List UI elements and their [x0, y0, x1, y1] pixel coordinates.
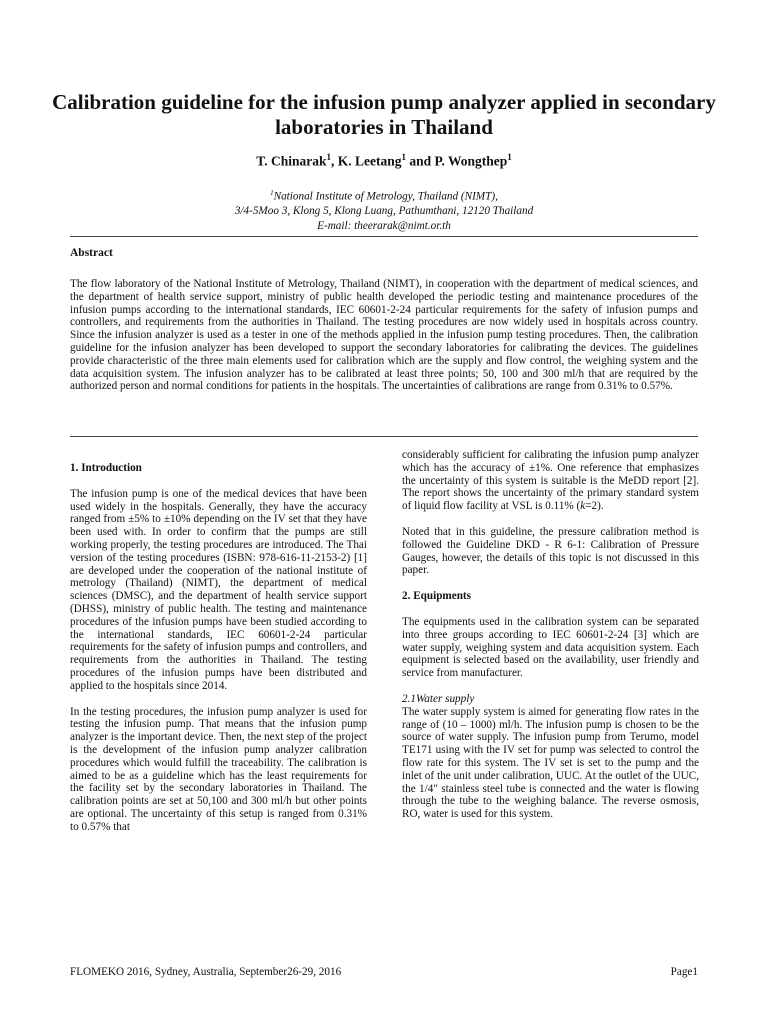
- author-separator: ,: [330, 153, 338, 169]
- paragraph: The equipments used in the calibration system can be separated into three groups according to IEC 60601-2-24 [3] which are water supply, weighing system and data acquisition system. Each equipment is selected based on the availability, user friendly and service from manufacturer.: [402, 615, 699, 680]
- section-heading: 2. Equipments: [402, 590, 472, 603]
- author-name: P. Wongthep: [434, 153, 508, 169]
- author-name: K. Leetang: [337, 153, 402, 169]
- paragraph: In the testing procedures, the infusion pump analyzer is used for testing the infusion pump. That means that the infusion pump analyzer is the important device. Then, the next step of the project is the development of the infusion pump analyzer calibration procedures which would fulfill the traceability. The calibration is aimed to be as a guideline which has the least requirements for the facility set by the secondary laboratories in Thailand. The calibration points are set at 50,100 and 300 ml/h but other points are optional. The uncertainty of this setup is ranged from 0.31% to 0.57% that: [70, 705, 367, 833]
- paragraph: The water supply system is aimed for generating flow rates in the range of (10 – 1000) ml/h. The infusion pump is chosen to be the source of water supply. The infusion pump from Terumo, model TE171 using with the IV set for pump was selected to control the flow rate for this system. The IV set is set to the pump and the inlet of the unit under calibration, UUC. At the outlet of the UUC, the 1/4" stainless steel tube is connected and the water is flowing through the tube to the weighing balance. The reverse osmosis, RO, water is used for this system.: [402, 705, 699, 821]
- paragraph-text: =2).: [585, 500, 604, 513]
- affiliation-mark: 1: [401, 152, 406, 162]
- author-separator: and: [405, 153, 435, 169]
- abstract-heading: Abstract: [70, 247, 113, 259]
- footer-page-number: Page1: [670, 966, 698, 978]
- paragraph: [402, 449, 699, 513]
- affiliation-mark: 1: [326, 152, 331, 162]
- section-heading: 1. Introduction: [70, 462, 142, 474]
- abstract-divider: [70, 436, 698, 437]
- paragraph: The infusion pump is one of the medical devices that have been used widely in the hospitals. Generally, they have the accuracy ranged from ±5% to ±10% depending on the IV set that they have been used with. In order to confirm that the pumps are still working properly, the testing procedures are introduced. The Thai version of the testing procedures (ISBN: 978-616-11-2153-2) [1] are developed under the cooperation of the national institute of metrology (Thailand) (NIMT), the department of medical sciences (DMSC), and the department of health service support (DHSS), ministry of public health. The testing and maintenance procedures of the infusion pumps have been studied according to the international standards, IEC 60601-2-24 particular requirements for the safety of infusion pumps and controllers, and requirements from the authorities in Thailand. The testing procedures of the infusion pumps have been distributed and applied to the hospitals since 2014.: [70, 487, 367, 692]
- author-list: [40, 152, 728, 170]
- abstract-text: The flow laboratory of the National Institute of Metrology, Thailand (NIMT), in cooperation with the department of medical sciences, and the department of health service support, ministry of public health developed the periodic testing and maintenance procedures of the infusion pumps according to the international standards, IEC 60601-2-24 particular requirements for the safety of infusion pumps and controllers, and requirements from the authorities in Thailand. The testing procedures are now widely used in hospitals across country. Since the infusion analyzer is used as a tester in one of the methods applied in the infusion pump testing procedures. Then, the calibration guideline for the infusion analyzer has been developed to support the secondary laboratories for calibrating the devices. The guidelines provide characteristic of the three main elements used for calibration which are the supply and flow control, the weighing system and the data acquisition system. The infusion analyzer has to be calibrated at least three points; 50, 100 and 300 ml/h that are required by the authorized person and normal conditions for patients in the hospitals. The uncertainties of calibrations are range from 0.31% to 0.57%.: [70, 278, 698, 393]
- affiliation-email: E-mail: theerarak@nimt.or.th: [317, 219, 451, 232]
- affiliation-address: 3/4-5Moo 3, Klong 5, Klong Luang, Pathumthani, 12120 Thailand: [234, 205, 534, 218]
- left-column: [70, 462, 367, 847]
- footer-conference: FLOMEKO 2016, Sydney, Australia, September26-29, 2016: [70, 966, 342, 978]
- author-name: T. Chinarak: [256, 153, 327, 169]
- affiliation-institute: National Institute of Metrology, Thailand (NIMT),: [273, 190, 498, 203]
- coverage-factor-symbol: k: [580, 500, 586, 513]
- paragraph-text: considerably sufficient for calibrating the infusion pump analyzer which has the accuracy of ±1%. One reference that emphasizes the uncertainty of this system is suitable is the MeDD report [2]. The report shows the uncertainty of the primary standard system of liquid flow facility at VSL is 0.11% (: [402, 449, 699, 513]
- paper-title: Calibration guideline for the infusion pump analyzer applied in secondary laboratories in Thailand: [52, 90, 716, 139]
- paragraph: Noted that in this guideline, the pressure calibration method is followed the Guideline DKD - R 6-1: Calibration of Pressure Gauges, however, the details of this topic is not discussed in this paper.: [402, 525, 699, 577]
- right-column: [402, 449, 699, 834]
- affiliation-line: [40, 186, 728, 204]
- affiliation-block: [40, 186, 728, 233]
- affiliation-mark: 1: [270, 189, 274, 197]
- subsection-heading: 2.1Water supply: [402, 692, 475, 705]
- affiliation-mark: 1: [507, 152, 512, 162]
- top-divider: [70, 236, 698, 237]
